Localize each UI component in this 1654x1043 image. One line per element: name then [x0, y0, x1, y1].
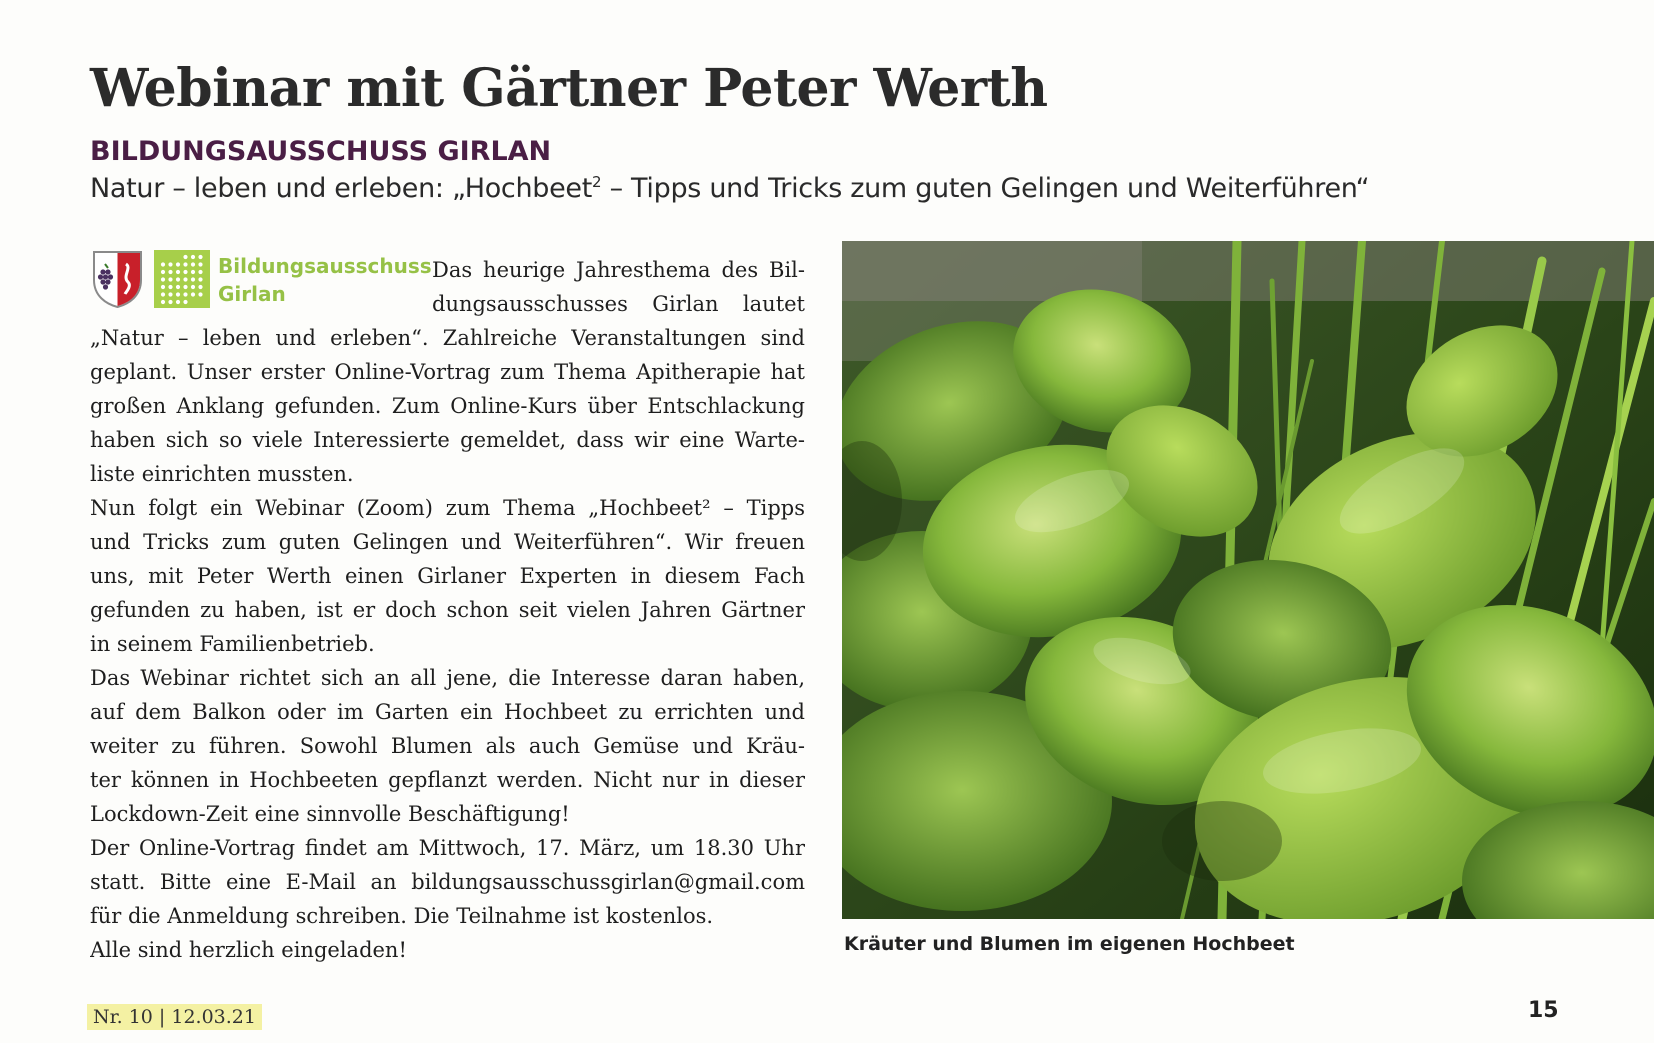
body-line: „Natur – leben und erleben“. Zahlreiche Veranstaltungen sind [90, 326, 805, 350]
body-line: dungsausschusses Girlan lautet [432, 292, 805, 316]
body-line: geplant. Unser erster Online-Vortrag zum Thema Apitherapie hat [90, 360, 805, 384]
body-line: in seinem Familienbetrieb. [90, 632, 375, 656]
body-line: Nun folgt ein Webinar (Zoom) zum Thema „Hochbeet² – Tipps [90, 496, 805, 520]
body-line: ter können in Hochbeeten gepflanzt werden. Nicht nur in dieser [90, 768, 805, 792]
body-line: haben sich so viele Interessierte gemeldet, dass wir eine Warte- [90, 428, 805, 452]
page-number: 15 [1528, 998, 1559, 1023]
body-line: Das Webinar richtet sich an all jene, die Interesse daran haben, [90, 666, 805, 690]
photo-caption: Kräuter und Blumen im eigenen Hochbeet [844, 933, 1295, 955]
article-subtitle [90, 173, 1369, 204]
body-line: Lockdown-Zeit eine sinnvolle Beschäftigung! [90, 802, 570, 826]
body-line: für die Anmeldung schreiben. Die Teilnahme ist kostenlos. [90, 904, 714, 928]
body-line: uns, mit Peter Werth einen Girlaner Experten in diesem Fach [90, 564, 805, 588]
subtitle-end: – Tipps und Tricks zum guten Gelingen und Weiterführen“ [601, 173, 1370, 204]
body-line: Alle sind herzlich eingeladen! [90, 938, 407, 962]
subtitle-start: Natur – leben und erleben: „Hochbeet [90, 173, 593, 204]
article-body [90, 253, 805, 967]
organization-heading: BILDUNGSAUSSCHUSS GIRLAN [90, 136, 552, 167]
body-line: auf dem Balkon oder im Garten ein Hochbeet zu errichten und [90, 700, 805, 724]
logo-wordmark-line1: Bildungsausschuss [218, 254, 432, 278]
body-line: Das heurige Jahresthema des Bil- [432, 258, 805, 282]
body-line: liste einrichten mussten. [90, 462, 354, 486]
article-title: Webinar mit Gärtner Peter Werth [90, 58, 1048, 119]
subtitle-superscript: 2 [592, 173, 602, 191]
body-line: gefunden zu haben, ist er doch schon seit vielen Jahren Gärtner [90, 598, 805, 622]
logo-wordmark-line2: Girlan [218, 282, 286, 306]
issue-info: Nr. 10 | 12.03.21 [87, 1004, 262, 1030]
body-line: und Tricks zum guten Gelingen und Weiterführen“. Wir freuen [90, 530, 805, 554]
herb-photo [842, 241, 1654, 919]
body-line: Der Online-Vortrag findet am Mittwoch, 17. März, um 18.30 Uhr [90, 836, 805, 860]
body-line: weiter zu führen. Sowohl Blumen als auch Gemüse und Kräu- [90, 734, 805, 758]
body-line: statt. Bitte eine E-Mail an bildungsausschussgirlan@gmail.com [90, 870, 805, 894]
body-line: großen Anklang gefunden. Zum Online-Kurs über Entschlackung [90, 394, 805, 418]
